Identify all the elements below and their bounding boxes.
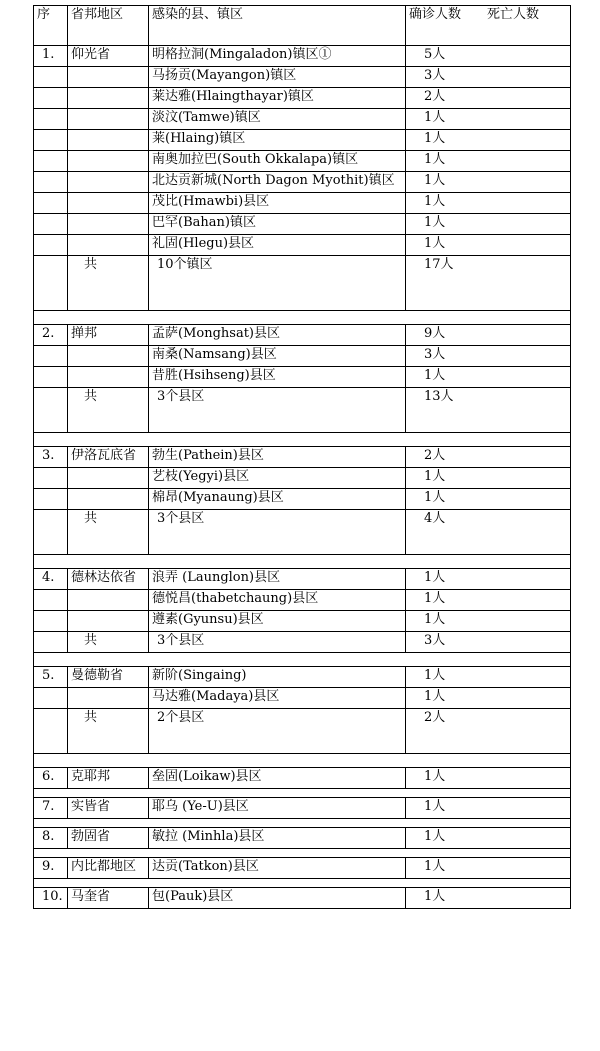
row-province: 克耶邦: [68, 768, 149, 789]
row-province: [68, 214, 149, 235]
table-row: [34, 828, 571, 849]
row-index: 9.: [34, 858, 68, 879]
row-confirmed: 1人: [406, 569, 571, 590]
row-district: 达贡(Tatkon)县区: [149, 858, 406, 879]
table-row: [34, 768, 571, 789]
row-index: [34, 67, 68, 88]
row-index: [34, 235, 68, 256]
table-row: [34, 667, 571, 688]
row-index: [34, 193, 68, 214]
row-index: [34, 88, 68, 109]
row-district: 淡汶(Tamwe)镇区: [149, 109, 406, 130]
row-confirmed: 1人: [406, 611, 571, 632]
total-district-count: 3个县区: [149, 510, 406, 555]
total-label: 共: [68, 632, 149, 653]
row-district: 敏拉 (Minhla)县区: [149, 828, 406, 849]
table-row: [34, 151, 571, 172]
row-province: [68, 67, 149, 88]
spacer-row: [34, 879, 571, 888]
row-confirmed: 1人: [406, 489, 571, 510]
table-row: [34, 88, 571, 109]
row-district: 遵素(Gyunsu)县区: [149, 611, 406, 632]
total-label: 共: [68, 256, 149, 311]
spacer-cell: [34, 754, 571, 768]
total-row: [34, 510, 571, 555]
covid-cases-table: [33, 5, 571, 909]
table-row: [34, 888, 571, 909]
total-index: [34, 709, 68, 754]
header-row: [34, 6, 571, 46]
spacer-row: [34, 433, 571, 447]
header-deaths: 死亡人数: [487, 7, 540, 22]
row-confirmed: 1人: [406, 151, 571, 172]
row-confirmed: 1人: [406, 367, 571, 388]
row-province: [68, 468, 149, 489]
table-row: [34, 67, 571, 88]
row-province: 伊洛瓦底省: [68, 447, 149, 468]
row-province: 德林达依省: [68, 569, 149, 590]
row-district: 礼固(Hlegu)县区: [149, 235, 406, 256]
table-row: [34, 109, 571, 130]
row-confirmed: 5人: [406, 46, 571, 67]
row-confirmed: 1人: [406, 828, 571, 849]
row-district: 南桑(Namsang)县区: [149, 346, 406, 367]
total-index: [34, 256, 68, 311]
spacer-row: [34, 311, 571, 325]
row-district: 昔胜(Hsihseng)县区: [149, 367, 406, 388]
table-row: [34, 688, 571, 709]
total-index: [34, 510, 68, 555]
row-district: 包(Pauk)县区: [149, 888, 406, 909]
row-index: 3.: [34, 447, 68, 468]
spacer-row: [34, 819, 571, 828]
total-district-count: 3个县区: [149, 388, 406, 433]
row-index: [34, 611, 68, 632]
table-row: [34, 489, 571, 510]
row-district: 新阶(Singaing): [149, 667, 406, 688]
row-district: 垒固(Loikaw)县区: [149, 768, 406, 789]
row-confirmed: 2人: [406, 88, 571, 109]
row-province: 勃固省: [68, 828, 149, 849]
total-row: [34, 632, 571, 653]
row-district: 南奥加拉巴(South Okkalapa)镇区: [149, 151, 406, 172]
spacer-cell: [34, 879, 571, 888]
row-confirmed: 1人: [406, 858, 571, 879]
row-confirmed: 1人: [406, 172, 571, 193]
table-row: [34, 193, 571, 214]
spacer-cell: [34, 849, 571, 858]
row-district: 孟萨(Monghsat)县区: [149, 325, 406, 346]
row-district: 艺枝(Yegyi)县区: [149, 468, 406, 489]
row-province: 掸邦: [68, 325, 149, 346]
spacer-cell: [34, 819, 571, 828]
table-body: [34, 6, 571, 909]
row-province: 仰光省: [68, 46, 149, 67]
table-row: [34, 798, 571, 819]
header-counts: [406, 6, 571, 46]
row-index: [34, 489, 68, 510]
row-confirmed: 1人: [406, 109, 571, 130]
row-confirmed: 1人: [406, 130, 571, 151]
table-row: [34, 468, 571, 489]
row-province: [68, 611, 149, 632]
row-index: 1.: [34, 46, 68, 67]
row-district: 巴罕(Bahan)镇区: [149, 214, 406, 235]
row-index: [34, 214, 68, 235]
row-district: 勃生(Pathein)县区: [149, 447, 406, 468]
table-row: [34, 447, 571, 468]
row-index: [34, 109, 68, 130]
row-province: 马奎省: [68, 888, 149, 909]
table-row: [34, 325, 571, 346]
table-row: [34, 590, 571, 611]
row-index: 6.: [34, 768, 68, 789]
total-confirmed: 4人: [406, 510, 571, 555]
row-district: 浪弄 (Launglon)县区: [149, 569, 406, 590]
row-confirmed: 9人: [406, 325, 571, 346]
row-district: 莱达雅(Hlaingthayar)镇区: [149, 88, 406, 109]
row-district: 马扬贡(Mayangon)镇区: [149, 67, 406, 88]
row-province: [68, 88, 149, 109]
row-confirmed: 3人: [406, 346, 571, 367]
total-label: 共: [68, 709, 149, 754]
table-row: [34, 130, 571, 151]
total-district-count: 2个县区: [149, 709, 406, 754]
total-index: [34, 632, 68, 653]
row-province: [68, 193, 149, 214]
row-district: 棉昂(Myanaung)县区: [149, 489, 406, 510]
row-index: 7.: [34, 798, 68, 819]
row-confirmed: 1人: [406, 235, 571, 256]
row-confirmed: 2人: [406, 447, 571, 468]
total-confirmed: 17人: [406, 256, 571, 311]
spacer-cell: [34, 555, 571, 569]
spacer-row: [34, 789, 571, 798]
row-district: 德悦昌(thabetchaung)县区: [149, 590, 406, 611]
row-province: 曼德勒省: [68, 667, 149, 688]
row-index: [34, 346, 68, 367]
table-row: [34, 858, 571, 879]
table-row: [34, 367, 571, 388]
row-confirmed: 1人: [406, 667, 571, 688]
spacer-cell: [34, 311, 571, 325]
row-province: [68, 151, 149, 172]
total-label: 共: [68, 388, 149, 433]
spacer-row: [34, 653, 571, 667]
row-index: 5.: [34, 667, 68, 688]
row-index: 10.: [34, 888, 68, 909]
spacer-row: [34, 555, 571, 569]
row-confirmed: 1人: [406, 768, 571, 789]
total-row: [34, 388, 571, 433]
row-confirmed: 1人: [406, 888, 571, 909]
row-index: [34, 367, 68, 388]
table-row: [34, 172, 571, 193]
row-index: [34, 172, 68, 193]
row-province: [68, 346, 149, 367]
total-row: [34, 256, 571, 311]
table-row: [34, 46, 571, 67]
spacer-row: [34, 849, 571, 858]
spacer-row: [34, 754, 571, 768]
row-index: [34, 590, 68, 611]
spacer-cell: [34, 789, 571, 798]
row-province: [68, 109, 149, 130]
row-confirmed: 3人: [406, 67, 571, 88]
total-district-count: 10个镇区: [149, 256, 406, 311]
total-confirmed: 3人: [406, 632, 571, 653]
table-row: [34, 235, 571, 256]
header-province: 省邦地区: [68, 6, 149, 46]
spacer-cell: [34, 653, 571, 667]
row-province: [68, 688, 149, 709]
total-confirmed: 13人: [406, 388, 571, 433]
header-district: 感染的县、镇区: [149, 6, 406, 46]
total-confirmed: 2人: [406, 709, 571, 754]
row-district: 明格拉洞(Mingaladon)镇区①: [149, 46, 406, 67]
table-row: [34, 569, 571, 590]
row-province: 内比都地区: [68, 858, 149, 879]
row-district: 耶乌 (Ye-U)县区: [149, 798, 406, 819]
row-province: [68, 590, 149, 611]
row-province: [68, 367, 149, 388]
total-row: [34, 709, 571, 754]
total-index: [34, 388, 68, 433]
row-confirmed: 1人: [406, 590, 571, 611]
row-confirmed: 1人: [406, 798, 571, 819]
row-province: [68, 489, 149, 510]
row-district: 马达雅(Madaya)县区: [149, 688, 406, 709]
row-index: [34, 130, 68, 151]
spacer-cell: [34, 433, 571, 447]
header-idx: 序: [34, 6, 68, 46]
row-index: 4.: [34, 569, 68, 590]
row-district: 茂比(Hmawbi)县区: [149, 193, 406, 214]
row-index: 8.: [34, 828, 68, 849]
row-province: [68, 235, 149, 256]
total-label: 共: [68, 510, 149, 555]
row-index: [34, 468, 68, 489]
row-district: 莱(Hlaing)镇区: [149, 130, 406, 151]
row-province: 实皆省: [68, 798, 149, 819]
row-province: [68, 130, 149, 151]
total-district-count: 3个县区: [149, 632, 406, 653]
row-index: 2.: [34, 325, 68, 346]
row-confirmed: 1人: [406, 214, 571, 235]
row-district: 北达贡新城(North Dagon Myothit)镇区: [149, 172, 406, 193]
table-row: [34, 346, 571, 367]
row-province: [68, 172, 149, 193]
row-index: [34, 688, 68, 709]
table-row: [34, 611, 571, 632]
row-confirmed: 1人: [406, 193, 571, 214]
row-index: [34, 151, 68, 172]
header-confirmed: 确诊人数: [409, 7, 462, 22]
table-row: [34, 214, 571, 235]
row-confirmed: 1人: [406, 688, 571, 709]
row-confirmed: 1人: [406, 468, 571, 489]
